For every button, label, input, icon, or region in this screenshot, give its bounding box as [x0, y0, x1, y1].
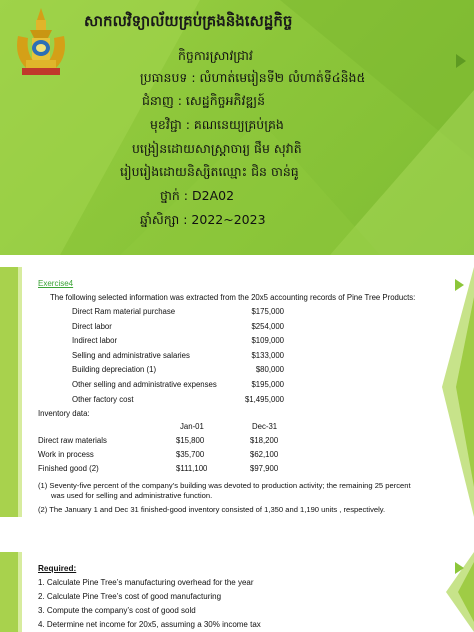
note-1	[38, 481, 411, 500]
university-name: សាកលវិទ្យាល័យគ្រប់គ្រងនិងសេដ្ឋកិច្ច	[84, 12, 293, 30]
note-2-text: The January 1 and Dec 31 finished-good inventory consisted of 1,350 and 1,190 units , respectively.	[49, 505, 386, 514]
note-1-number: (1)	[38, 481, 48, 490]
cost-item-label: Selling and administrative salaries	[72, 350, 190, 360]
inventory-jan-value: $111,100	[176, 464, 208, 473]
inventory-row-label: Finished good (2)	[38, 464, 99, 473]
triangle-arrow-icon	[455, 279, 464, 291]
question-1: 1. Calculate Pine Tree’s manufacturing overhead for the year	[38, 578, 254, 587]
inventory-jan-value: $15,800	[176, 436, 205, 445]
cost-item-label: Direct labor	[72, 321, 112, 331]
required-slide	[0, 552, 474, 632]
question-2: 2. Calculate Pine Tree’s cost of good manufacturing	[38, 592, 222, 601]
class-line	[160, 188, 234, 207]
subject-line	[150, 117, 284, 136]
cost-item-value: $80,000	[255, 365, 284, 375]
assignment-type: កិច្ចការស្រាវជ្រាវ	[178, 48, 253, 63]
year-label: ឆ្នាំសិក្សា :	[140, 212, 188, 227]
note-1-line-2: was used for selling and administrative function.	[51, 490, 213, 500]
question-3: 3. Compute the company’s cost of good sold	[38, 606, 196, 615]
note-2	[38, 505, 385, 515]
topic-value: លំហាត់មេរៀនទី២ លំហាត់ទី៤និង៥	[199, 70, 366, 85]
cost-item-value: $133,000	[251, 350, 284, 360]
cost-item-value: $109,000	[251, 336, 284, 346]
right-decor-triangle-inner	[456, 297, 474, 487]
exercise-title: Exercise4	[38, 279, 74, 288]
university-seal-icon	[12, 6, 70, 78]
inventory-title: Inventory data:	[38, 409, 90, 418]
major-label: ជំនាញ :	[142, 93, 182, 108]
triangle-arrow-icon	[456, 54, 466, 68]
cost-item-label: Indirect labor	[72, 336, 118, 346]
topic-label: ប្រធានបទ :	[140, 70, 196, 85]
inventory-dec-value: $62,100	[250, 450, 279, 459]
exercise-slide	[0, 267, 474, 517]
student-line: រៀបរៀងដោយនិស្សិតឈ្មោះ ជិន ចាន់ធូ	[120, 164, 299, 179]
major-line	[142, 93, 265, 112]
required-heading: Required:	[38, 564, 77, 573]
left-accent-bar	[0, 267, 18, 517]
title-slide	[0, 0, 474, 255]
major-value: សេដ្ឋកិច្ចអភិវឌ្ឍន៍	[185, 93, 266, 108]
subject-value: គណនេយ្យគ្រប់គ្រង	[193, 117, 284, 132]
class-value: D2A02	[192, 188, 235, 203]
lecturer-line: បង្រៀនដោយសាស្ត្រាចារ្យ ផឹម សុវាតិ	[132, 141, 302, 156]
left-accent-bar	[0, 552, 18, 632]
cost-item-label: Other factory cost	[72, 394, 134, 404]
cost-item-label: Direct Ram material purchase	[72, 307, 176, 316]
question-4: 4. Determine net income for 20x5, assuming a 30% income tax	[38, 620, 261, 629]
class-label: ថ្នាក់ :	[160, 188, 189, 203]
left-accent-stripe	[18, 552, 22, 632]
cost-item-value: $175,000	[251, 307, 284, 316]
inventory-jan-value: $35,700	[176, 450, 205, 459]
cost-item-value: $1,495,000	[244, 394, 284, 404]
slide-separator	[0, 255, 474, 267]
inventory-header-jan: Jan-01	[180, 422, 204, 431]
note-1-line-1: Seventy-five percent of the company’s building was devoted to production activity; the remaining 25 percent	[49, 481, 411, 490]
year-line	[140, 212, 266, 231]
topic-line	[140, 70, 365, 89]
inventory-row-label: Work in process	[38, 450, 94, 459]
cost-item-label: Other selling and administrative expenses	[72, 380, 217, 389]
year-value: 2022~2023	[191, 212, 266, 227]
cost-item-label: Building depreciation (1)	[72, 365, 157, 375]
exercise-intro: The following selected information was extracted from the 20x5 accounting records of Pine Tree Products:	[50, 293, 416, 302]
left-accent-stripe	[18, 267, 22, 517]
triangle-arrow-icon	[455, 562, 464, 574]
cost-item-value: $254,000	[251, 321, 284, 331]
inventory-dec-value: $18,200	[250, 436, 279, 445]
inventory-header-dec: Dec-31	[252, 422, 278, 431]
note-2-number: (2)	[38, 505, 48, 514]
inventory-dec-value: $97,900	[250, 464, 279, 473]
slide-separator	[0, 517, 474, 552]
inventory-row-label: Direct raw materials	[38, 436, 107, 445]
cost-item-value: $195,000	[251, 380, 284, 389]
subject-label: មុខវិជ្ជា :	[150, 117, 190, 132]
